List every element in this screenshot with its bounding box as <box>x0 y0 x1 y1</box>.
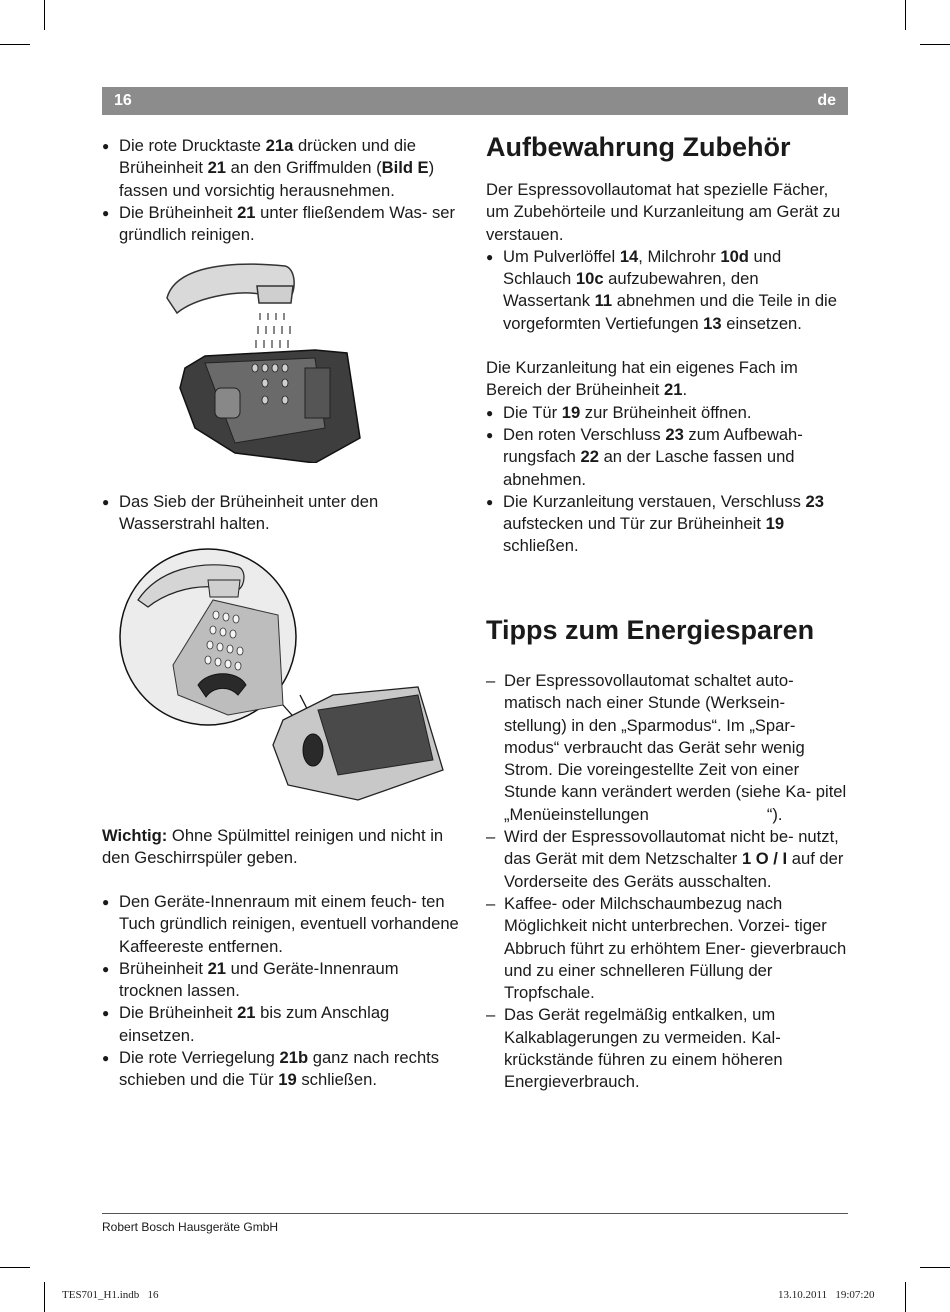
list-item: – Das Gerät regelmäßig entkalken, um Kalkablagerungen zu vermeiden. Kal- krückstände führen zu einem höheren Energieverbrauch. <box>486 1004 848 1093</box>
list-item: ● Die rote Drucktaste 21a drücken und die Brüheinheit 21 an den Griffmulden (Bild E) fassen und vorsichtig herausnehmen. <box>102 135 466 202</box>
crop-mark <box>920 44 950 45</box>
sieve-rinsing-illustration <box>118 545 448 805</box>
list-item: ● Die rote Verriegelung 21b ganz nach rechts schieben und die Tür 19 schließen. <box>102 1047 466 1092</box>
section-title: Tipps zum Energiesparen <box>486 615 815 645</box>
page-number: 16 <box>114 92 132 109</box>
paragraph: Der Espressovollautomat hat spezielle Fächer, um Zubehörteile und Kurzanleitung am Gerät zu verstauen. <box>486 180 841 244</box>
right-column <box>486 131 848 558</box>
list-item: – Kaffee- oder Milchschaumbezug nach Möglichkeit nicht unterbrechen. Vorzei- tiger Abbruch führt zu erhöhtem Ener- gieverbrauch und zu einer schnelleren Füllung der Tropfschale. <box>486 893 848 1004</box>
list-item: – Der Espressovollautomat schaltet auto- matisch nach einer Stunde (Werksein- stellung) in den „Sparmodus“. Im „Spar- modus“ verbraucht das Gerät sehr wenig Strom. Die voreingestellte Zeit von einer Stunde kann verändert werden (siehe Ka- pitel „Menüeinstellungen “). <box>486 670 848 826</box>
list-item: – Wird der Espressovollautomat nicht be- nutzt, das Gerät mit dem Netzschalter 1 O / I auf der Vorderseite des Geräts ausschalten. <box>486 826 848 893</box>
list-item: ● Die Tür 19 zur Brüheinheit öffnen. <box>486 402 848 424</box>
crop-mark <box>44 0 45 30</box>
list-item: ● Um Pulverlöffel 14, Milchrohr 10d und Schlauch 10c aufzubewahren, den Wassertank 11 abnehmen und die Teile in die vorgeformten Vertiefungen 13 einsetzen. <box>486 246 848 335</box>
crop-mark <box>905 1282 906 1312</box>
crop-mark <box>905 0 906 30</box>
language-code: de <box>817 92 836 109</box>
print-slug-datetime: 13.10.2011 19:07:20 <box>778 1289 875 1301</box>
paragraph: Die Kurzanleitung hat ein eigenes Fach im Bereich der Brüheinheit 21. <box>486 358 798 400</box>
crop-mark <box>0 1267 30 1268</box>
list-item: ● Die Brüheinheit 21 bis zum Anschlag einsetzen. <box>102 1002 466 1047</box>
list-item: ● Brüheinheit 21 und Geräte-Innenraum trocknen lassen. <box>102 958 466 1003</box>
footer-company: Robert Bosch Hausgeräte GmbH <box>102 1220 279 1234</box>
print-slug-file: TES701_H1.indb 16 <box>62 1289 159 1301</box>
crop-mark <box>0 44 30 45</box>
list-item: ● Den Geräte-Innenraum mit einem feuch- ten Tuch gründlich reinigen, eventuell vorhandene Kaffeereste entfernen. <box>102 891 466 958</box>
important-note: Wichtig: Ohne Spülmittel reinigen und nicht in den Geschirrspüler geben. <box>102 826 444 868</box>
list-item: ● Die Kurzanleitung verstauen, Verschluss 23 aufstecken und Tür zur Brüheinheit 19 schließen. <box>486 491 848 558</box>
footer-rule <box>102 1213 848 1214</box>
left-column-cleaning <box>102 891 466 1092</box>
list-item: ● Das Sieb der Brüheinheit unter den Wasserstrahl halten. <box>102 491 466 536</box>
list-item: ● Den roten Verschluss 23 zum Aufbewah- rungsfach 22 an der Lasche fassen und abnehmen. <box>486 424 848 491</box>
crop-mark <box>44 1282 45 1312</box>
brew-unit-rinsing-illustration <box>165 258 365 463</box>
section-title: Aufbewahrung Zubehör <box>486 132 791 162</box>
list-item: ● Die Brüheinheit 21 unter fließendem Was- ser gründlich reinigen. <box>102 202 466 247</box>
page-header <box>102 87 848 115</box>
crop-mark <box>920 1267 950 1268</box>
left-column-sieve <box>102 491 466 536</box>
left-column <box>102 135 466 246</box>
right-column-energy <box>486 614 848 1094</box>
